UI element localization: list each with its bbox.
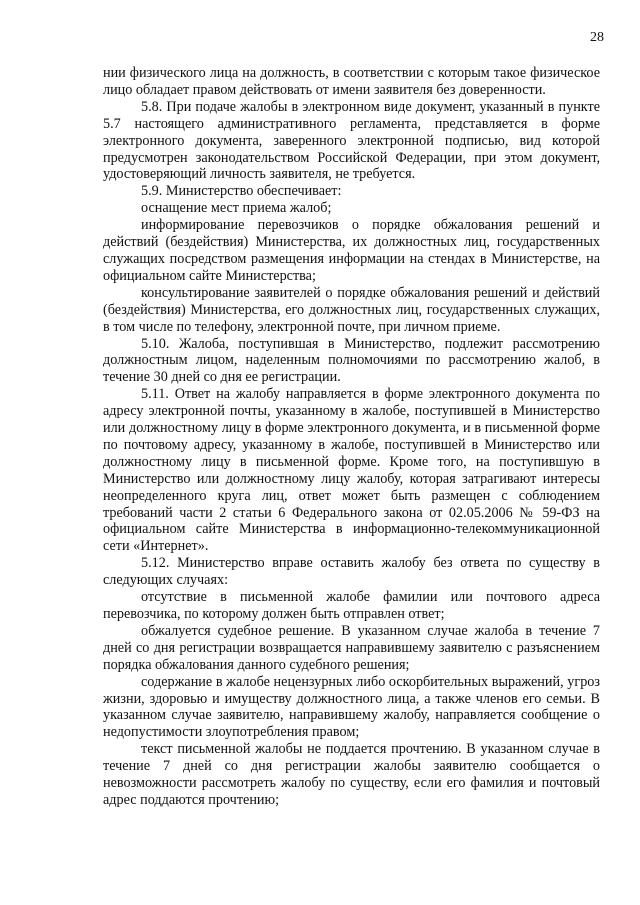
paragraph-5-9-item-3: консультирование заявителей о порядке обжалования решений и действий (бездействия) Министерства, его должностных лиц, государственных служащих, в том числе по телефону, электронной почте, при личном приеме. [103,284,600,335]
paragraph-5-8: 5.8. При подаче жалобы в электронном виде документ, указанный в пункте 5.7 настоящего административного регламента, представляется в форме электронного документа, заверенного электронной подписью, вид которой предусмотрен законодательством Российской Федерации, при этом документ, удостоверяющий личность заявителя, не требуется. [103,98,600,183]
paragraph-5-12-item-1: отсутствие в письменной жалобе фамилии или почтового адреса перевозчика, по которому должен быть отправлен ответ; [103,589,600,622]
paragraph-5-12-item-2: обжалуется судебное решение. В указанном случае жалоба в течение 7 дней со дня регистрации возвращается направившему заявителю с разъяснением порядка обжалования данного судебного решения; [103,622,600,673]
page-number: 28 [590,30,604,45]
document-body [103,65,600,809]
paragraph-5-9: 5.9. Министерство обеспечивает: [141,183,342,200]
paragraph-continuation: нии физического лица на должность, в соответствии с которым такое физическое лицо обладает правом действовать от имени заявителя без доверенности. [103,65,600,98]
paragraph-5-11: 5.11. Ответ на жалобу направляется в форме электронного документа по адресу электронной почты, указанному в жалобе, поступившей в Министерство или должностному лицу в форме электронного документа, и в письменной форме по почтовому адресу, указанному в жалобе, поступившей в Министерство или должностному лицу в письменной форме. Кроме того, на поступившую в Министерство или должностному лицу жалобу, которая затрагивают интересы неопределенного круга лиц, ответ может быть размещен с соблюдением требований части 2 статьи 6 Федерального закона от 02.05.2006 № 59-ФЗ на официальном сайте Министерства в информационно-телекоммуникационной сети «Интернет». [103,386,600,555]
paragraph-5-9-item-2: информирование перевозчиков о порядке обжалования решений и действий (бездействия) Министерства, их должностных лиц, государственных служащих посредством размещения информации на стендах в Министерстве, на официальном сайте Министерства; [103,217,600,284]
paragraph-5-10: 5.10. Жалоба, поступившая в Министерство, подлежит рассмотрению должностным лицом, наделенным полномочиями по рассмотрению жалоб, в течение 30 дней со дня ее регистрации. [103,335,600,386]
paragraph-5-9-item-1: оснащение мест приема жалоб; [141,200,332,217]
paragraph-5-12-item-4: текст письменной жалобы не поддается прочтению. В указанном случае в течение 7 дней со дня регистрации жалобы заявителю сообщается о невозможности рассмотреть жалобу по существу, если его фамилия и почтовый адрес поддаются прочтению; [103,741,600,808]
paragraph-5-12-item-3: содержание в жалобе нецензурных либо оскорбительных выражений, угроз жизни, здоровью и имуществу должностного лица, а также членов его семьи. В указанном случае заявителю, направившему жалобу, направляется сообщение о недопустимости злоупотребления правом; [103,673,600,741]
paragraph-5-12: 5.12. Министерство вправе оставить жалобу без ответа по существу в следующих случаях: [103,555,600,589]
